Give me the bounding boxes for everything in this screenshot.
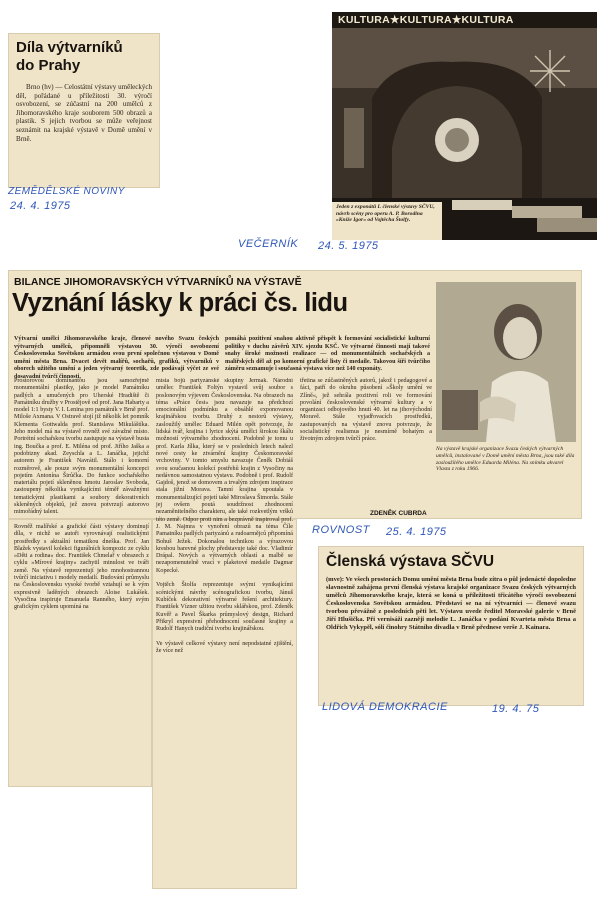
clip1-source: ZEMĚDĚLSKÉ NOVINY bbox=[8, 186, 125, 197]
clip1-body: Brno (hv) — Celostátní výstavy uměleckých děl, pořádané u příležitosti 30. výročí osvobození, se zúčastní na 200 umělců z Jihomoravského kraje souborem 500 obrazů a plastik. S jejich tvorbou se může veřejnost seznámit na krajské výstavě v Domě umění v Brně. bbox=[16, 83, 152, 143]
clip3-headline: Vyznání lásky k práci čs. lidu bbox=[12, 289, 348, 317]
portrait-photo bbox=[436, 282, 576, 442]
clip4-source: LIDOVÁ DEMOKRACIE bbox=[322, 701, 448, 713]
clip3-kicker: BILANCE JIHOMORAVSKÝCH VÝTVARNÍKŮ NA VÝSTAVĚ bbox=[14, 276, 302, 288]
clip3-author: ZDENĚK CUBRDA bbox=[370, 510, 427, 517]
clip2-date: 24. 5. 1975 bbox=[318, 240, 379, 252]
clip3-col1: Prostorovou dominantou jsou samozřejmě monumentální plastiky, jako je model Památníku padlých a umučených pro Uherské Hradiště či Památníku družby v Prostějově od prof. Jana Habarty a model 1:1 bysty V. I. Lenina pro památník v Brně prof. Miloše Axmana. V Ostravě stojí již několik let pomník Klementa Gottwalda prof. Stanislava Mikuláštíka. Jeho model má na výstavě rovněž své závažné místo. Portrétní sochařskou tvorbu zastupuje na výstavě busta ing. Boučka a prof. E. Miléna od prof. Jiřího Jaška a podobizny akad. Zeyschla a L. Janáčka, jejichž autorem je František Navrátil. Stálo i komorní rozměrově, ale pouze svým monumentální koncepci pojetím Antonína Širůčka. Do funkce sochařského materiálu pojetí skleněnou hmotu Jaroslav Svoboda, zastoupený několika vynikajícími téměř závažnými tematickými plastikami a soubory dekorativních skleněných objektů, jež znovu potvrzují autorovo mimořádný talent. Rovněž malířské a grafické části výstavy dominují díla, v nichž se autoři vyrovnávají realistickými prostředky s aktuální tematikou dneška. Prof. Jan Blažek vystavil kolekci figurálních kompozic ze cyklu »Děti a rodina« doc. František Chmelař v obrazech z cyklu »Mírové krajiny« zachytil minulost ve tváři země. Na výstavě reprezentují jeho mnohostrannou tvůrčí iniciativu i modely medailí. Budování průmyslu na Československu vysoké tvorbě vztahují se k vým expresivně laděných obrazech Aloise Lukášek. Vysočina inspiruje Emanuela Ranného, který svým grafickým cyklem upomíná na bbox=[14, 378, 149, 611]
clip3-lead-right: pomáhá pozitivní snahou aktivně přispět k formování socialistické kulturní politiky v duchu závěrů XIV. sjezdu KSČ. Ve výtvarné činnosti mají takové snahy široké možnosti realizace — od monumentálních sochařských a malířských děl až po komorní grafické listy či medaile. Takovou šíři tvůrčího záměru seznamuje i současná výstava více než 140 exponáty. bbox=[225, 336, 430, 372]
clip3-col2: místa bojů partyzánské skupiny Jermak. Národní umělec František Foltýn vystavil svůj soubor s poslonovým výjevem Československa. Na obrazech na téma »Práce čest« jsou navazuje na předchozí emocionální podmínku a obsáhlé exponovanou krajinářskou tvorbu. Druhý z nestorů výstavy, zasloužilý umělec Eduard Milén opět potvrzuje, že lidská tvář, krajina i lyrice skýtá umělci širokou škálu možností výtvarného zhodnocení. Podobně je tomu u prof. Karla Jílka, který se v posledních letech nalezl nové cesty ke ztvárnění krajiny Českomoravské vrchoviny. V tomto smyslu navazuje Čeněk Dobiáš svou současnou kolekcí postřehů krajin z Vysočiny na nedávnou samostatnou výstavu. Podobně i prof. Rudolf Gajdoš, jenož se domovem a trvalým zdrojem inspirace stala jižní Morava. Tamní krajina upoutala v monumentalizující pojetí také Miroslava Šimorda. Stále jej ovšem poutá soudržnost zhodnocení nezaměnitelného charakteru, ale také rozkvetlým vršků této země. Odpor proti nim a bezprávně inspiroval prof. J. M. Najmra v vynoření obrazů na téma Číle Pamatníku padlých partyzánů a rudoarmějců připomíná Bohuš Ježek. Dokonalou technikou a výrazovou kresbou barevné plochy představuje také doc. Vladimír Drápal. Nových a výtvarných oblastí a malbě se nezapomenutelně vrací v plaketové medaile Dagmar Kopecké. Vojtěch Štolfa reprezentuje svými vynikajícími scénickými návrhy scénografickou tvorbu, Jánuš Kubíček dekorativní výtvarné řešení architektury. František Vízner užitou tvorbu sklářskou, prof. Zdeněk Kuvěř a Pavel Škarka průmyslový design, Richard Přikryl expresivní přehodnocení současné krajiny a Rudolf Hanych tradiční tvorbu krajinářskou. Ve výstavě celkové výstavy není nepodstatné zjištění, že více než bbox=[156, 378, 293, 654]
clipping-dila-vytvarniku bbox=[8, 33, 160, 188]
clip4-body: (mve): Ve všech prostorách Domu umění města Brna bude zítra o půl jedenácté dopoledne slavnostně zahájena první členská výstava krajské organizace Svazu českých výtvarných umělců Jihomoravského kraje, která se koná u příležitosti třicátého výročí osvobození Československa Sovětskou armádou. Představí se na ní výtvarníci — členové svazu tvorbou převážně z posledních pěti let. Výstavu uvede ředitel Moravské galerie v Brně Jiří Hlušička. Při vernisáži zazněji melodie L. Janáčka v podání Kvarteta města Brna a Oldřich Vykypěl, sólí činohry Státního divadla v Brně přednese verše J. Kainara. bbox=[326, 576, 576, 631]
clip4-title: Členská výstava SČVU bbox=[326, 553, 495, 570]
clip4-date: 19. 4. 75 bbox=[492, 703, 540, 715]
clip1-title-line2: do Prahy bbox=[16, 57, 81, 74]
clip2-caption: Jeden z exponátů I. členské výstavy SČVU, návrh scény pro operu A. P. Borodina »Kníže Igor« od Vojtěcha Štolfy. bbox=[336, 204, 435, 224]
clipping-clenska-vystava bbox=[318, 546, 584, 706]
clip3-col3: třetina se zúčastněných autorů, jakož i pedagogové a fáci, patří do okruhu působení »Školy umění ve Zlíně«, jež sehrála pozitivní roli ve formování povolání československé výtvarné kultury a v organizaci odbojového hnutí 40. let na jihovýchodní Moravě. Stále vyjadřovacích prostředků, zastupovaných na výstavě znovu potvrzuje, že socialistický realismus je nesmírně bohatým a životným zdrojem tvůrčí práce. bbox=[300, 378, 432, 443]
clip2-caption-box bbox=[332, 202, 442, 240]
clip3-photo-caption: Na výstavě krajské organizace Svazu českých výtvarných umělců, instalované v Domě umění města Brna, jsou také díla zasloužilého umělce Eduarda Miléna. Na snímku akvarel Vlasta z roku 1966. bbox=[436, 446, 575, 473]
clip1-title-line1: Díla výtvarníků bbox=[16, 39, 123, 56]
clip2-banner: KULTURA★KULTURA★KULTURA bbox=[332, 12, 597, 28]
clip2-source: VEČERNÍK bbox=[238, 238, 299, 250]
clipping-kultura bbox=[332, 12, 597, 240]
clip3-lead-left: Výtvarní umělci Jihomoravského kraje, členové nového Svazu českých výtvarných umělců, připomněli výstavou 30. výročí osvobození Československa Sovětskou armádou svou první společnou výstavou v Domě umění města Brna. Dvacet devět malířů, sochařů, grafiků, výtvarníků v oborech užitého umění a jeden výtvarný teoretik, zde podávají výčet ze své dosavadní tvůrčí činnosti, bbox=[14, 336, 219, 380]
clip3-date: 25. 4. 1975 bbox=[386, 526, 447, 538]
clip3-source: ROVNOST bbox=[312, 524, 370, 536]
clip1-date: 24. 4. 1975 bbox=[10, 200, 71, 212]
